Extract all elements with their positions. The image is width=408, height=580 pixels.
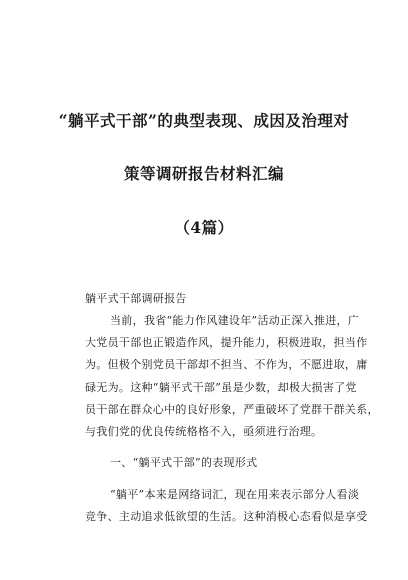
document-title-line-2: 策等调研报告材料汇编 bbox=[123, 164, 284, 183]
paragraph1-line-5: 员干部在群众心中的良好形象，严重破坏了党群干群关系， bbox=[85, 403, 379, 416]
paragraph2-line-1: “躺平”本来是网络词汇，现在用来表示部分人看淡 bbox=[110, 488, 360, 501]
section-heading-1: 一、“躺平式干部”的表现形式 bbox=[110, 456, 258, 469]
document-title-count: （4篇） bbox=[174, 218, 234, 237]
document-title-line-1: “躺平式干部”的典型表现、成因及治理对 bbox=[58, 111, 350, 130]
paragraph1-line-1: 当前，我省“能力作风建设年”活动正深入推进，广 bbox=[110, 314, 360, 327]
paragraph1-line-2: 大党员干部也正锻造作风，提升能力，积极进取，担当作 bbox=[85, 336, 368, 349]
paragraph2-line-2: 竞争、主动追求低欲望的生活。这种消极心态看似是享受 bbox=[85, 510, 368, 523]
section-label: 躺平式干部调研报告 bbox=[85, 292, 187, 305]
paragraph1-line-3: 为。但极个别党员干部却不担当、不作为，不愿进取，庸 bbox=[85, 358, 368, 371]
paragraph1-line-4: 碌无为。这种“躺平式干部”虽是少数，却极大损害了党 bbox=[85, 381, 357, 394]
paragraph1-line-6: 与我们党的优良传统格格不入，亟须进行治理。 bbox=[85, 425, 323, 438]
